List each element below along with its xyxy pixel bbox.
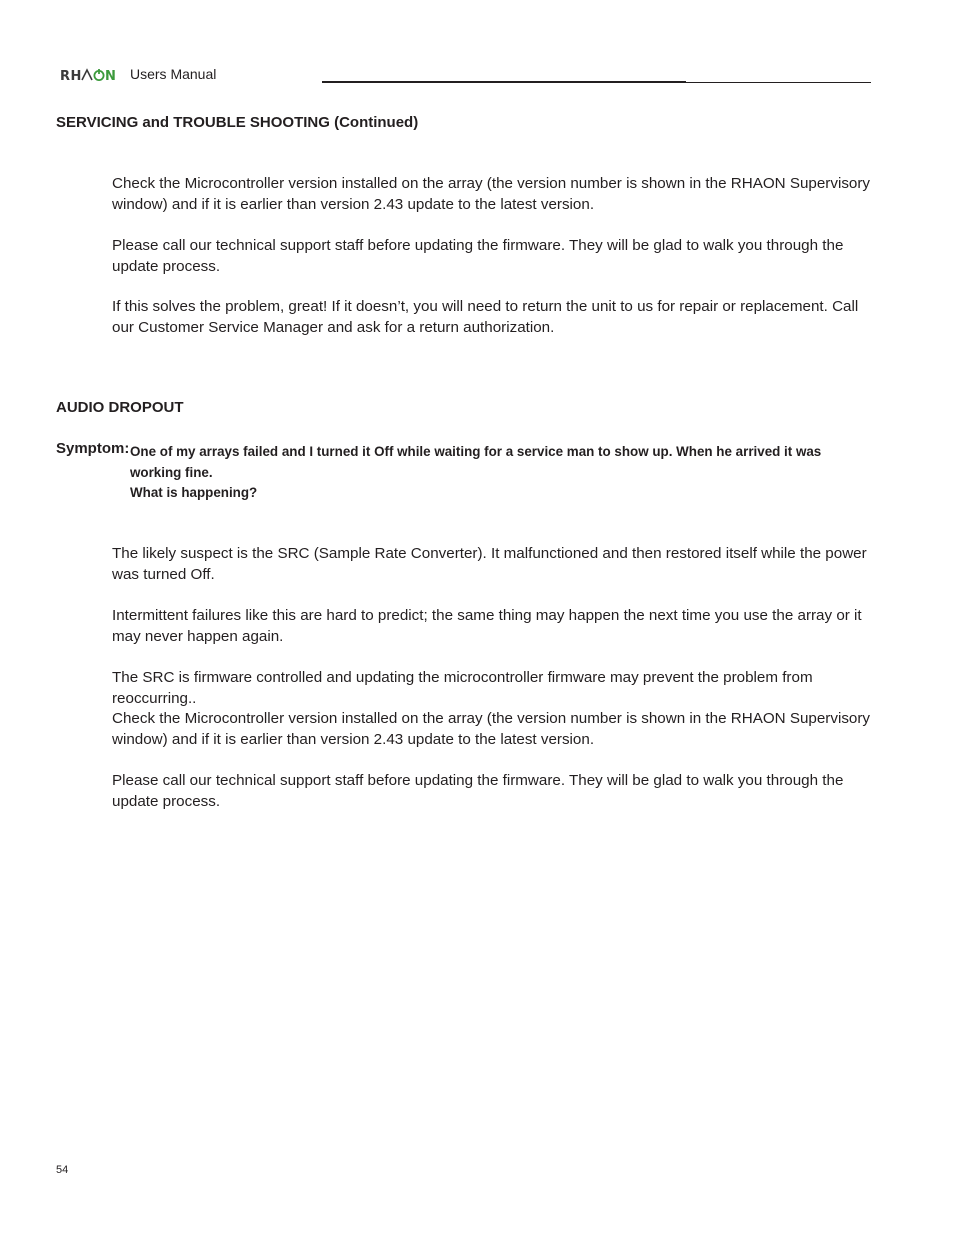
symptom-text: One of my arrays failed and I turned it Off while waiting for a service man to show up. When he arrived it was working fine. [130,444,822,480]
paragraph: Check the Microcontroller version installed on the array (the version number is shown in the RHAON Supervisory window) and if it is earlier than version 2.43 update to the latest version. [112,710,871,748]
paragraph: Check the Microcontroller version installed on the array (the version number is shown in the RHAON Supervisory window) and if it is earlier than version 2.43 update to the latest version. [112,175,871,213]
svg-text:N: N [105,69,116,83]
section-heading-servicing: SERVICING and TROUBLE SHOOTING (Continued) [56,114,419,131]
paragraph: The SRC is firmware controlled and updating the microcontroller firmware may prevent the problem from reoccurring.. [112,669,813,707]
paragraph: Intermittent failures like this are hard to predict; the same thing may happen the next time you use the array or it may never happen again. [112,607,862,645]
symptom-label: Symptom: [56,440,130,457]
header-rule [322,82,871,83]
header-rule-accent [322,81,686,82]
rhaon-logo [60,67,116,83]
header-title: Users Manual [130,66,217,82]
paragraph: Please call our technical support staff before updating the firmware. They will be glad to walk you through the update process. [112,237,844,275]
page-header [60,64,871,86]
paragraph: Please call our technical support staff before updating the firmware. They will be glad to walk you through the update process. [112,772,844,810]
svg-text:RH: RH [60,69,82,83]
symptom-question: What is happening? [130,485,258,500]
page-number: 54 [56,1164,69,1176]
paragraph: If this solves the problem, great! If it doesn’t, you will need to return the unit to us for repair or replacement. Call our Customer Service Manager and ask for a return authorization. [112,298,859,336]
paragraph: The likely suspect is the SRC (Sample Rate Converter). It malfunctioned and then restored itself while the power was turned Off. [112,545,867,583]
section-heading-audio-dropout: AUDIO DROPOUT [56,399,184,416]
rhaon-logo-mark [60,67,116,83]
